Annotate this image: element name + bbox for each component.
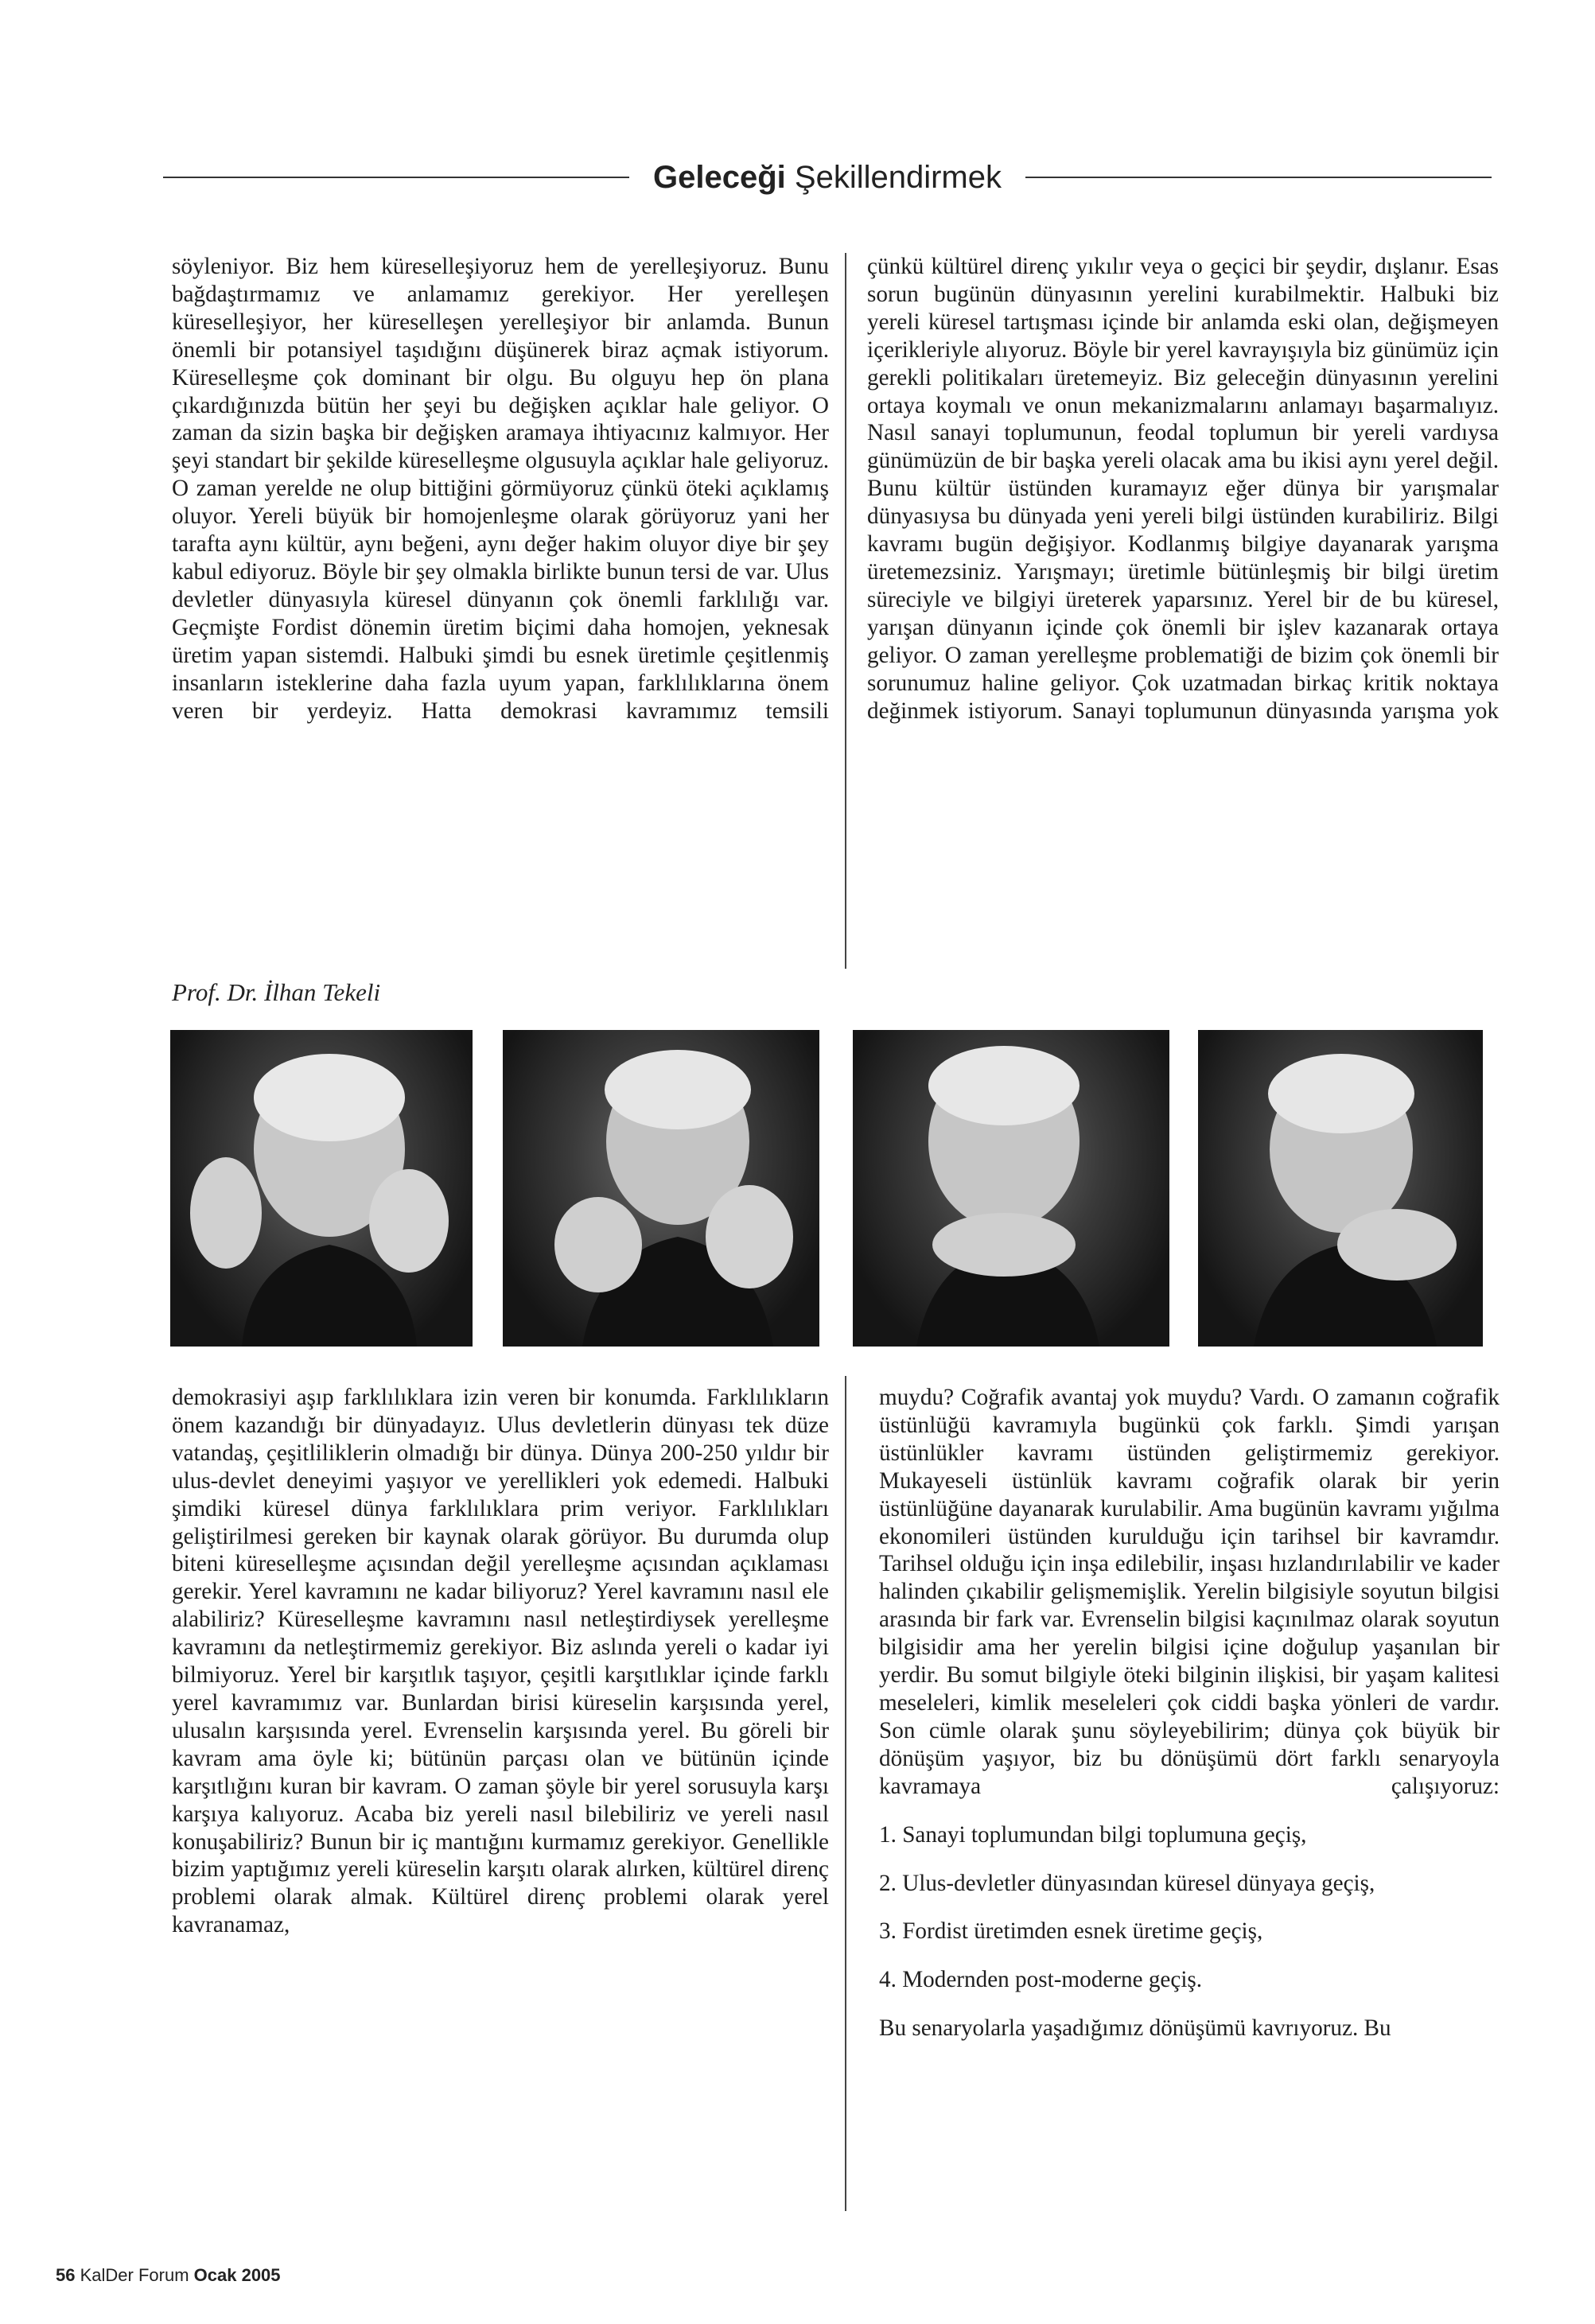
photo-strip: [170, 1030, 1483, 1347]
speaker-portrait-gesturing-icon: [503, 1030, 819, 1347]
header-rule-right: [1025, 177, 1492, 178]
closing-paragraph: Bu senaryolarla yaşadığımız dönüşümü kavrıyoruz. Bu: [879, 2015, 1391, 2042]
top-right-paragraph: çünkü kültürel direnç yıkılır veya o geçici bir şeydir, dışlanır. Esas sorun bugünün dünyasının yerelini kurabilmektir. Halbuki biz yereli küresel tartışması içinde bir anlamda eski olan, değişmeyen içerikleriyle alıyoruz. Böyle bir yerel kavrayışıyla biz günümüz için gerekli politikaları üretemeyiz. Biz geleceğin dünyasının yerelini ortaya koymalı ve onun mekanizmalarını anlamayı başarmalıyız. Nasıl sanayi toplumunun, feodal toplumun bir yereli vardıysa günümüzün de bir başka yereli olacak ama bu ikisi aynı yerel değil. Bunu kültür üstünden kuramayız eğer dünya bir yarışmalar dünyasıysa bu dünyada yeni yereli bilgi üstünden kurabiliriz. Bilgi kavramı bugün değişiyor. Kodlanmış bilgiye dayanarak yarışma üretemezsiniz. Yarışmayı; üretimle bütünleşmiş bir bilgi üretim süreciyle ve bilgiyi üreterek yaparsınız. Yerel bir de bu küresel, yarışan dünyanın içinde çok önemli bir işlev kazanarak ortaya geliyor. O zaman yerelleşme problematiği de bizim çok önemli bir sorunumuz haline geliyor. Çok uzatmadan birkaç kritik noktaya değinmek istiyorum. Sanayi toplumunun dünyasında yarışma yok: [867, 254, 1499, 724]
page-footer: [56, 2265, 281, 2286]
scenario-item-2: 2. Ulus-devletler dünyasından küresel dünyaya geçiş,: [879, 1870, 1375, 1896]
header-rule-left: [163, 177, 629, 178]
speaker-photo-3: [853, 1030, 1169, 1347]
scenario-item-3: 3. Fordist üretimden esnek üretime geçiş,: [879, 1918, 1263, 1945]
issue-date: Ocak 2005: [193, 2265, 281, 2285]
page-number: 56: [56, 2265, 76, 2285]
bottom-left-paragraph: demokrasiyi aşıp farklılıklara izin veren bir konumda. Farklılıkların önem kazandığı bir dünyadayız. Ulus devletlerin dünyası tek düze vatandaş, çeşitliliklerin olmadığı bir dünya. Dünya 200-250 yıldır bir ulus-devlet deneyimi yaşıyor ve yerellikleri yok edemedi. Halbuki şimdiki küresel dünya farklılıklara prim veriyor. Farklılıkları geliştirilmesi gereken bir kaynak olarak görüyor. Bu durumda olup biteni küreselleşme açısından değil yerelleşme açısından açıklaması gerekir. Yerel kavramını ne kadar biliyoruz? Yerel kavramını nasıl ele alabiliriz? Küreselleşme kavramını nasıl netleştirdiysek yerelleşme kavramını da netleştirmemiz gerekiyor. Biz aslında yereli o kadar iyi bilmiyoruz. Yerel bir karşıtlık taşıyor, çeşitli karşıtlıklar içinde farklı yerel kavramımız var. Bunlardan birisi küreselin karşısında yerel, ulusalın karşısında yerel. Evrenselin karşısında yerel. Bu göreli bir kavram ama öyle ki; bütünün parçası olan ve bütünün içinde karşıtlığını kuran bir kavram. O zaman şöyle bir yerel sorusuyla karşı karşıya kalıyoruz. Acaba biz yereli nasıl bilebiliriz ve yereli nasıl konuşabiliriz? Bunun bir iç mantığını kurmamız gerekiyor. Genellikle bizim yaptığımız yereli küreselin karşıtı olarak alırken, kültürel direnç problemi olarak almak. Kültürel direnç problemi olarak yerel kavranamaz,: [172, 1385, 829, 1938]
page-title: [629, 160, 1025, 196]
speaker-photo-4: [1198, 1030, 1483, 1347]
top-left-column: [172, 253, 829, 725]
top-left-paragraph: söyleniyor. Biz hem küreselleşiyoruz hem de yerelleşiyoruz. Bunu bağdaştırmamız ve anlamamız gerekiyor. Her yerelleşen küreselleşiyor, her küreselleşen yerelleşiyor bir anlamda. Bunun önemli bir potansiyel taşıdığını düşünerek biraz açmak istiyorum. Küreselleşme çok dominant bir olgu. Bu olguyu hep ön plana çıkardığınızda bütün her şeyi bu değişken açıklar hale geliyor. O zaman da sizin başka bir değişken aramaya ihtiyacınız kalmıyor. Her şeyi standart bir şekilde küreselleşme olgusuyla açıklar hale geliyoruz. O zaman yerelde ne olup bittiğini görmüyoruz çünkü öteki açıklamış oluyor. Yereli büyük bir homojenleşme olarak görüyoruz yani her tarafta aynı kültür, aynı beğeni, aynı değer hakim oluyor diye bir şey kabul ediyoruz. Böyle bir şey olmakla birlikte bunun tersi de var. Ulus devletler dünyasıyla küresel dünyanın çok önemli farklılığı var. Geçmişte Fordist dönemin üretim biçimi daha homojen, yeknesak üretim yapan sistemdi. Halbuki şimdi bu esnek üretimle çeşitlenmiş insanların isteklerine daha fazla uyum yapan, farklılıklarına önem veren bir yerdeyiz. Hatta demokrasi kavramımız temsili: [172, 254, 829, 724]
bottom-left-column: [172, 1384, 829, 1939]
photo-caption: Prof. Dr. İlhan Tekeli: [172, 978, 381, 1006]
page-title-rest: Şekillendirmek: [794, 159, 1002, 195]
running-header: [163, 150, 1492, 205]
speaker-photo-1: [170, 1030, 473, 1347]
speaker-portrait-looking-up-icon: [1198, 1030, 1483, 1347]
top-right-column: [867, 253, 1499, 725]
bottom-right-paragraph: muydu? Coğrafik avantaj yok muydu? Vardı. O zamanın coğrafik üstünlüğü kavramıyla bugünkü çok farklı. Şimdi yarışan üstünlükler kavramı üstünden geliştirmemiz gerekiyor. Mukayeseli üstünlük kavramı coğrafik olarak bir yerin üstünlüğüne dayanarak kurulabilir. Ama bugünün kavramı yığılma ekonomileri üstünden kurulduğu için tarihsel bir kavramdır. Tarihsel olduğu için inşa edilebilir, inşası hızlandırılabilir ve kader halinden çıkabilir gelişmemişlik. Yerelin bilgisiyle soyutun bilgisi arasında bir fark var. Evrenselin bilgisi kaçınılmaz olarak soyutun bilgisidir ama her yerelin bilgisi içine doğulup yaşanılan bir yerdir. Bu somut bilgiyle öteki bilginin ilişkisi, bir yaşam kalitesi meseleleri, kimlik meseleleri çok ciddi başka yönleri de vardır. Son cümle olarak şunu söyleyebilirim; dünya çok büyük bir dönüşüm yaşıyor, biz bu dönüşümü dört farklı senaryoyla kavramaya çalışıyoruz:: [879, 1385, 1500, 1799]
column-divider-bottom: [845, 1376, 846, 2211]
speaker-photo-2: [503, 1030, 819, 1347]
scenario-item-1: 1. Sanayi toplumundan bilgi toplumuna geçiş,: [879, 1821, 1307, 1848]
speaker-portrait-hands-raised-icon: [170, 1030, 473, 1347]
bottom-right-column: [879, 1384, 1500, 2042]
scenario-item-4: 4. Modernden post-moderne geçiş.: [879, 1967, 1203, 1993]
publication-name: KalDer Forum: [80, 2265, 189, 2285]
column-divider-top: [845, 253, 846, 969]
page-title-bold: Geleceği: [653, 159, 786, 195]
speaker-portrait-hands-folded-icon: [853, 1030, 1169, 1347]
